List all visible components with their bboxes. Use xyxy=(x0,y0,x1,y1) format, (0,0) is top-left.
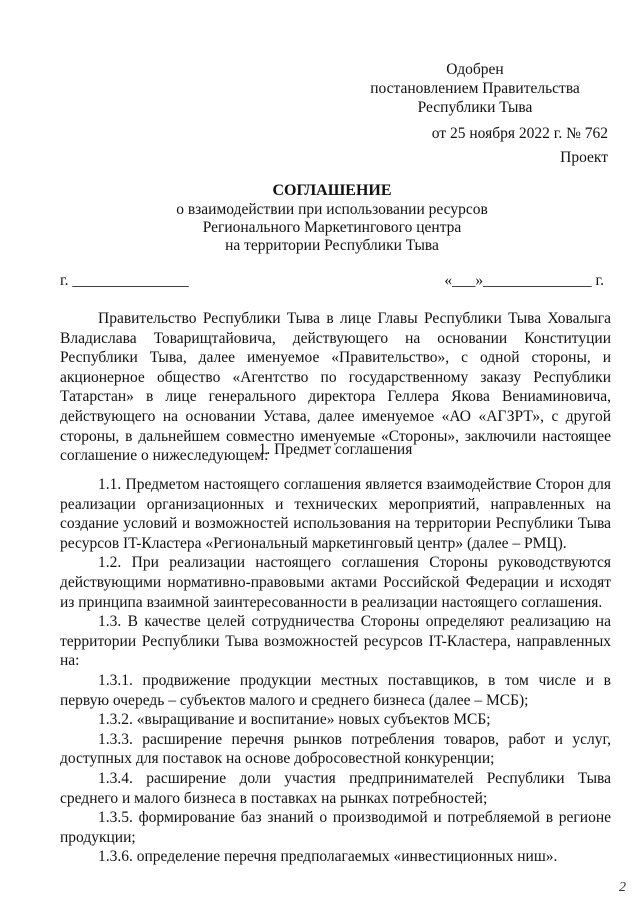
title-line-2: Регионального Маркетингового центра xyxy=(202,219,462,236)
clause-1-3-5: 1.3.5. формирование баз знаний о производимой и потребляемой в регионе продукции; xyxy=(60,809,611,846)
place-field: г. _______________ xyxy=(60,272,189,289)
document-title xyxy=(60,182,604,255)
clause-1-3-2: 1.3.2. «выращивание и воспитание» новых субъектов МСБ; xyxy=(98,711,491,729)
clause-1-3-1: 1.3.1. продвижение продукции местных поставщиков, в том числе и в первую очередь – субъектов малого и среднего бизнеса (далее – МСБ); xyxy=(60,671,611,709)
clause-1-1: 1.1. Предметом настоящего соглашения является взаимодействие Сторон для реализации организационных и технических мероприятий, направленных на создание условий и возможностей использования на территории Республики Тыва ресурсов IT-Кластера «Региональный маркетинговый центр» (далее – РМЦ). xyxy=(60,476,611,552)
approval-stamp xyxy=(360,60,590,117)
clause-1-3-3: 1.3.3. расширение перечня рынков потребления товаров, работ и услуг, доступных для поставок на основе добросовестной конкуренции; xyxy=(60,730,611,768)
section-1-title: 1. Предмет соглашения xyxy=(258,441,413,458)
section-1-body xyxy=(60,475,611,867)
clause-1-3-6: 1.3.6. определение перечня предполагаемых «инвестиционных ниш». xyxy=(98,848,558,866)
approval-line-2: постановлением Правительства xyxy=(370,80,580,97)
place-date-line xyxy=(60,272,604,292)
approval-line-3: Республики Тыва xyxy=(417,99,533,116)
clause-1-3-4: 1.3.4. расширение доли участия предпринимателей Республики Тыва среднего и малого бизнеса в поставках на рынках потребностей; xyxy=(60,769,611,807)
title-line-1: о взаимодействии при использовании ресурсов xyxy=(176,201,488,218)
approval-date: от 25 ноября 2022 г. № 762 xyxy=(431,125,608,142)
approval-line-1: Одобрен xyxy=(446,61,504,78)
intro-text: Правительство Республики Тыва в лице Главы Республики Тыва Ховалыга Владислава Товарищтайовича, действующего на основании Конституции Республики Тыва, далее именуемое «Правительство», с одной стороны, и акционерное общество «Агентство по государственному заказу Республики Татарстан» в лице генерального директора Геллера Якова Вениаминовича, действующего на основании Устава, далее именуемое «АО «АГЗРТ», с другой стороны, в дальнейшем совместно именуемые «Стороны», заключили настоящее соглашение о нижеследующем: xyxy=(60,310,611,465)
date-field: «___»______________ г. xyxy=(444,272,604,289)
clause-1-3: 1.3. В качестве целей сотрудничества Стороны определяют реализацию на территории Республики Тыва возможностей ресурсов IT-Кластера, направленных на: xyxy=(60,613,611,670)
draft-label: Проект xyxy=(560,149,608,166)
page-number-mark: 2 xyxy=(619,880,626,895)
title-line-3: на территории Республики Тыва xyxy=(225,237,439,254)
clause-1-2: 1.2. При реализации настоящего соглашения Стороны руководствуются действующими нормативно-правовыми актами Российской Федерации и исходят из принципа взаимной заинтересованности в реализации настоящего соглашения. xyxy=(60,554,611,611)
title-main: СОГЛАШЕНИЕ xyxy=(272,182,392,199)
